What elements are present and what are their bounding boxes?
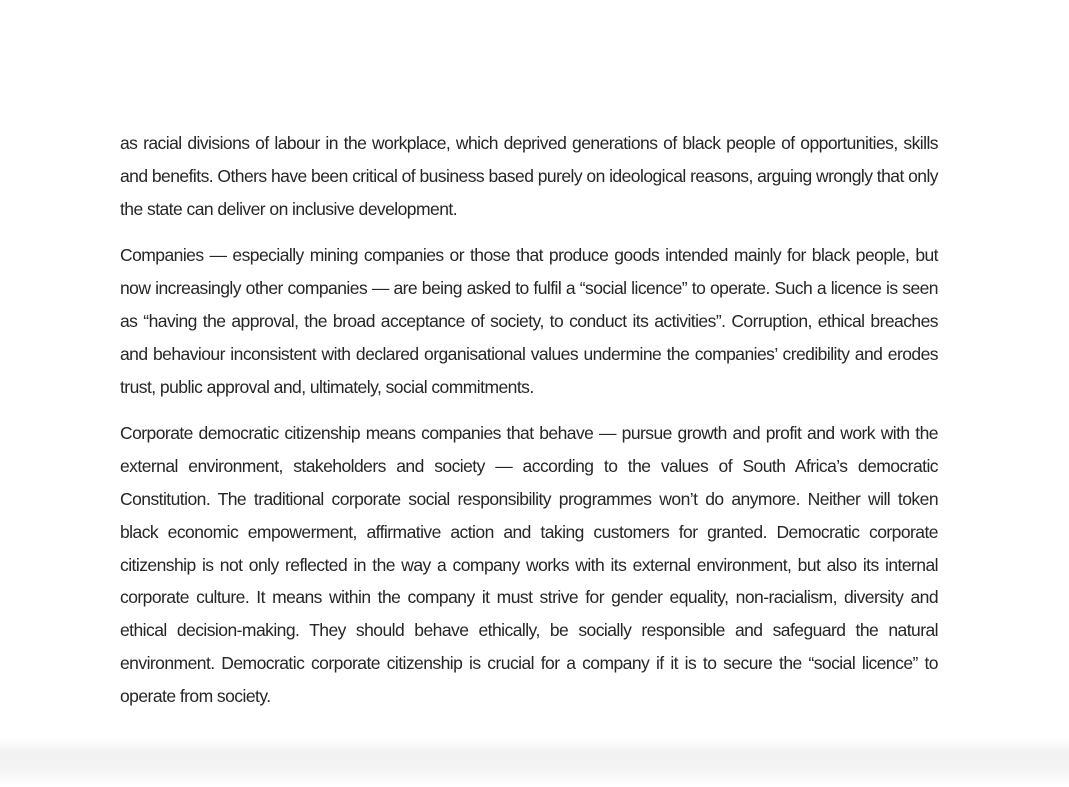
paragraph-1: as racial divisions of labour in the workplace, which deprived generations of black people of opportunities, skills and benefits. Others have been critical of business based purely on ideological reasons, arguing wrongly that only the state can deliver on inclusive development. <box>120 133 938 219</box>
paragraph-3: Corporate democratic citizenship means companies that behave — pursue growth and profit and work with the external environment, stakeholders and society — according to the values of South Africa’s democratic Constitution. The traditional corporate social responsibility programmes won’t do anymore. Neither will token black economic empowerment, affirmative action and taking customers for granted. Democratic corporate citizenship is not only reflected in the way a company works with its external environment, but also its internal corporate culture. It means within the company it must strive for gender equality, non-racialism, diversity and ethical decision-making. They should behave ethically, be socially responsible and safeguard the natural environment. Democratic corporate citizenship is crucial for a company if it is to secure the “social licence” to operate from society. <box>120 423 938 706</box>
paragraph-2: Companies — especially mining companies or those that produce goods intended mainly for black people, but now increasingly other companies — are being asked to fulfil a “social licence” to operate. Such a licence is seen as “having the approval, the broad acceptance of society, to conduct its activities”. Corruption, ethical breaches and behaviour inconsistent with declared organisational values undermine the companies’ credibility and erodes trust, public approval and, ultimately, social commitments. <box>120 245 938 397</box>
article-body <box>120 127 938 727</box>
page-bottom-fade <box>0 738 1069 787</box>
